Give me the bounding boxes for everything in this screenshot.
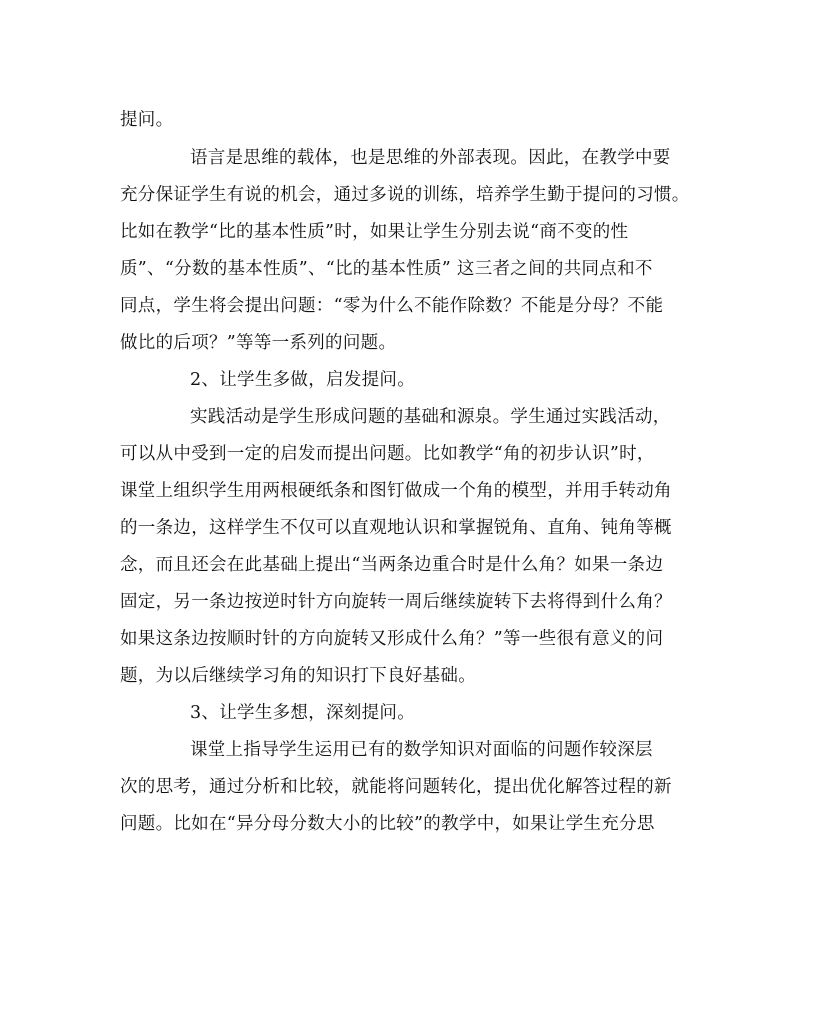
text-line: 题，为以后继续学习角的知识打下良好基础。 xyxy=(120,666,476,686)
text-line: 同点，学生将会提出问题：“零为什么不能作除数？不能是分母？不能 xyxy=(120,296,664,316)
paragraph-start-line: 实践活动是学生形成问题的基础和源泉。学生通过实践活动， xyxy=(190,407,671,427)
text-line: 念，而且还会在此基础上提出“当两条边重合时是什么角？如果一条边 xyxy=(120,555,664,575)
text-line: 如果这条边按顺时针的方向旋转又形成什么角？”等一些很有意义的问 xyxy=(120,629,664,649)
paragraph-start-line: 课堂上指导学生运用已有的数学知识对面临的问题作较深层 xyxy=(190,740,653,760)
text-line: 充分保证学生有说的机会，通过多说的训练，培养学生勤于提问的习惯。 xyxy=(120,185,690,205)
section-heading-3: 3、让学生多想，深刻提问。 xyxy=(190,703,416,723)
text-line: 提问。 xyxy=(120,110,174,130)
text-line: 次的思考，通过分析和比较，就能将问题转化，提出优化解答过程的新 xyxy=(120,777,672,797)
text-line: 的一条边，这样学生不仅可以直观地认识和掌握锐角、直角、钝角等概 xyxy=(120,518,672,538)
section-heading-2: 2、让学生多做，启发提问。 xyxy=(190,370,416,390)
paragraph-start-line: 语言是思维的载体，也是思维的外部表现。因此，在教学中要 xyxy=(190,148,671,168)
text-line: 比如在教学“比的基本性质”时，如果让学生分别去说“商不变的性 xyxy=(120,222,629,242)
text-line: 问题。比如在“异分母分数大小的比较”的教学中，如果让学生充分思 xyxy=(120,814,655,834)
text-line: 做比的后项？”等等一系列的问题。 xyxy=(120,333,397,353)
text-line: 质”、“分数的基本性质”、“比的基本性质” 这三者之间的共同点和不 xyxy=(120,259,653,279)
text-line: 可以从中受到一定的启发而提出问题。比如教学“角的初步认识”时， xyxy=(120,444,655,464)
text-line: 课堂上组织学生用两根硬纸条和图钉做成一个角的模型，并用手转动角 xyxy=(120,481,672,501)
text-line: 固定，另一条边按逆时针方向旋转一周后继续旋转下去将得到什么角？ xyxy=(120,592,672,612)
